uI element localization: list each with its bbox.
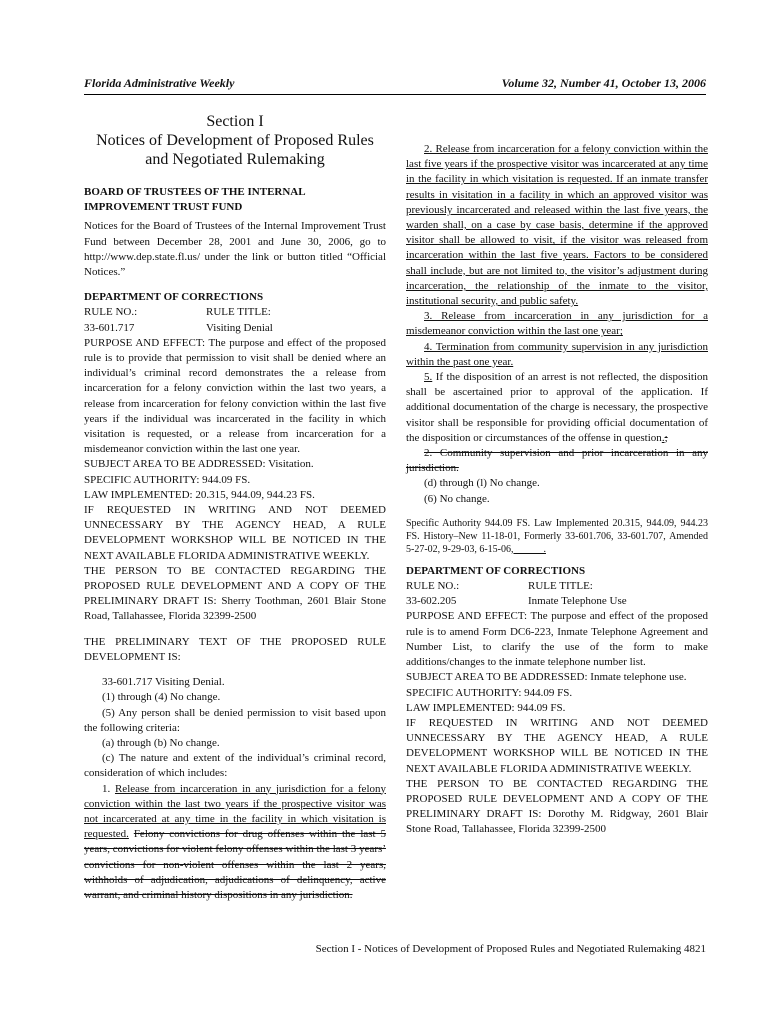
rule-labels-1: RULE NO.: RULE TITLE:: [84, 306, 271, 319]
contact-person-2: THE PERSON TO BE CONTACTED REGARDING THE PROPOSED RULE DEVELOPMENT AND A COPY OF THE PRELIMINARY DRAFT IS: Dorothy M. Ridgway, 2601 Blair Stone Road, Tallahassee, Florida 32399-2500: [406, 777, 708, 836]
rule-text-line: (5) Any person shall be denied permission to visit based upon the following criteria:: [84, 706, 386, 734]
workshop-notice-1: IF REQUESTED IN WRITING AND NOT DEEMED UNNECESSARY BY THE AGENCY HEAD, A RULE DEVELOPMENT WORKSHOP WILL BE NOTICED IN THE NEXT AVAILABLE FLORIDA ADMINISTRATIVE WEEKLY.: [84, 504, 386, 562]
rule-text-criterion-3: 3. Release from incarceration in any jurisdiction for a misdemeanor conviction within the last one year;: [406, 310, 708, 338]
specific-authority-1: SPECIFIC AUTHORITY: 944.09 FS.: [84, 473, 251, 486]
rule-text-line: (1) through (4) No change.: [102, 691, 221, 704]
preliminary-text-heading: THE PRELIMINARY TEXT OF THE PROPOSED RULE DEVELOPMENT IS:: [84, 635, 386, 663]
publication-title: Florida Administrative Weekly: [84, 76, 235, 90]
rule-text-criterion-1: 1. Release from incarceration in any jurisdiction for a felony conviction within the last two years if the prospective visitor was not incarcerated at any time in the facility in which visitation is requested. Felony convictions for drug offenses within the last 5 years, convictions for violent felony offenses within the last 3 years’ convictions for non-violent offenses within the last 2 years, withholds of adjudication, adjudications of delinquency, active warrant, and criminal history dispositions in any jurisdiction.: [84, 782, 387, 901]
rule-text-line: (c) The nature and extent of the individual’s criminal record, consideration of which includes:: [84, 752, 386, 780]
subject-area-1: SUBJECT AREA TO BE ADDRESSED: Visitation.: [84, 458, 314, 471]
rule-text-line: (6) No change.: [424, 492, 490, 505]
rule-text-criterion-2: 2. Release from incarceration for a felony conviction within the last five years if the prospective visitor was incarcerated at any time in the facility in which visitation is requested. If an inmate transfer results in visitation in a facility in which an approved visitor was previously incarcerated and released within the last five years, the warden shall, on a case by case basis, determine if the approved visitor shall be allowed to visit, if the visitor was released from incarceration within the last five years. Factors to be considered shall include, but are not limited to, the visitor’s adjustment during incarceration, the relationship of the inmate to the visitor, institutional security, and public safety.: [406, 143, 708, 308]
dept-heading-1: DEPARTMENT OF CORRECTIONS: [84, 291, 264, 304]
volume-info: Volume 32, Number 41, October 13, 2006: [501, 76, 706, 90]
law-implemented-1: LAW IMPLEMENTED: 20.315, 944.09, 944.23 FS.: [84, 488, 315, 501]
rule-values-1: 33-601.717 Visiting Denial: [84, 321, 273, 334]
contact-person-1: THE PERSON TO BE CONTACTED REGARDING THE PROPOSED RULE DEVELOPMENT AND A COPY OF THE PRELIMINARY DRAFT IS: Sherry Toothman, 2601 Blair Stone Road, Tallahassee, Florida 32399-2500: [84, 564, 386, 623]
rule-text-deleted: 2. Community supervision and prior incarceration in any jurisdiction.: [406, 447, 708, 475]
rule-text-criterion-4: 4. Termination from community supervision in any jurisdiction within the past one year.: [406, 340, 708, 368]
specific-authority-2: SPECIFIC AUTHORITY: 944.09 FS.: [406, 686, 573, 699]
header-rule: [84, 94, 706, 95]
rule-text-line: (d) through (l) No change.: [424, 477, 540, 490]
rule-history: Specific Authority 944.09 FS. Law Implemented 20.315, 944.09, 944.23 FS. History–New 11-18-01, Formerly 33-601.706, 33-601.707, Amended 5-27-02, 9-29-03, 6-15-06,______.: [406, 517, 708, 555]
purpose-effect-1: PURPOSE AND EFFECT: The purpose and effect of the proposed rule is to provide that permission to visit shall be denied where an individual’s criminal record demonstrates the a release from incarceration for a felony conviction within the last two years, a release from incarceration for felony conviction within the last five years if the individual was incarcerated in the facility in which visitation is requested, or a release from incarceration for a misdemeanor conviction within the last one year.: [84, 336, 386, 456]
page-header: [84, 76, 706, 92]
rule-text-title: 33-601.717 Visiting Denial.: [102, 676, 225, 689]
section-title: Section I Notices of Development of Proposed Rules and Negotiated Rulemaking: [96, 113, 374, 168]
rule-text-line: (a) through (b) No change.: [102, 736, 220, 749]
rule-values-2: 33-602.205 Inmate Telephone Use: [406, 595, 627, 608]
page-footer: Section I - Notices of Development of Proposed Rules and Negotiated Rulemaking 4821: [315, 943, 706, 955]
workshop-notice-2: IF REQUESTED IN WRITING AND NOT DEEMED UNNECESSARY BY THE AGENCY HEAD, A RULE DEVELOPMENT WORKSHOP WILL BE NOTICED IN THE NEXT AVAILABLE FLORIDA ADMINISTRATIVE WEEKLY.: [406, 716, 708, 775]
rule-labels-2: RULE NO.: RULE TITLE:: [406, 580, 593, 593]
board-notice-text: Notices for the Board of Trustees of the Internal Improvement Trust Fund between December 28, 2001 and June 30, 2006, go to http://www.dep.state.fl.us/ under the link or button titled “Official Notices.”: [84, 220, 386, 279]
board-heading: BOARD OF TRUSTEES OF THE INTERNAL IMPROVEMENT TRUST FUND: [84, 186, 305, 214]
left-column: [84, 112, 386, 903]
rule-text-criterion-5: 5. If the disposition of an arrest is not reflected, the disposition shall be ascertained prior to approval of the application. If additional documentation of the charge is necessary, the prospective visitor shall be responsible for providing official documentation of the disposition or circumstances of the offense in question.;: [406, 371, 708, 444]
law-implemented-2: LAW IMPLEMENTED: 944.09 FS.: [406, 701, 566, 714]
dept-heading-2: DEPARTMENT OF CORRECTIONS: [406, 564, 586, 577]
subject-area-2: SUBJECT AREA TO BE ADDRESSED: Inmate telephone use.: [406, 671, 687, 684]
purpose-effect-2: PURPOSE AND EFFECT: The purpose and effect of the proposed rule is to amend Form DC6-223, Inmate Telephone Agreement and Number List, to clarify the use of the form to make additions/changes to the inmate telephone number list.: [406, 610, 708, 669]
right-column-content: [406, 112, 708, 838]
